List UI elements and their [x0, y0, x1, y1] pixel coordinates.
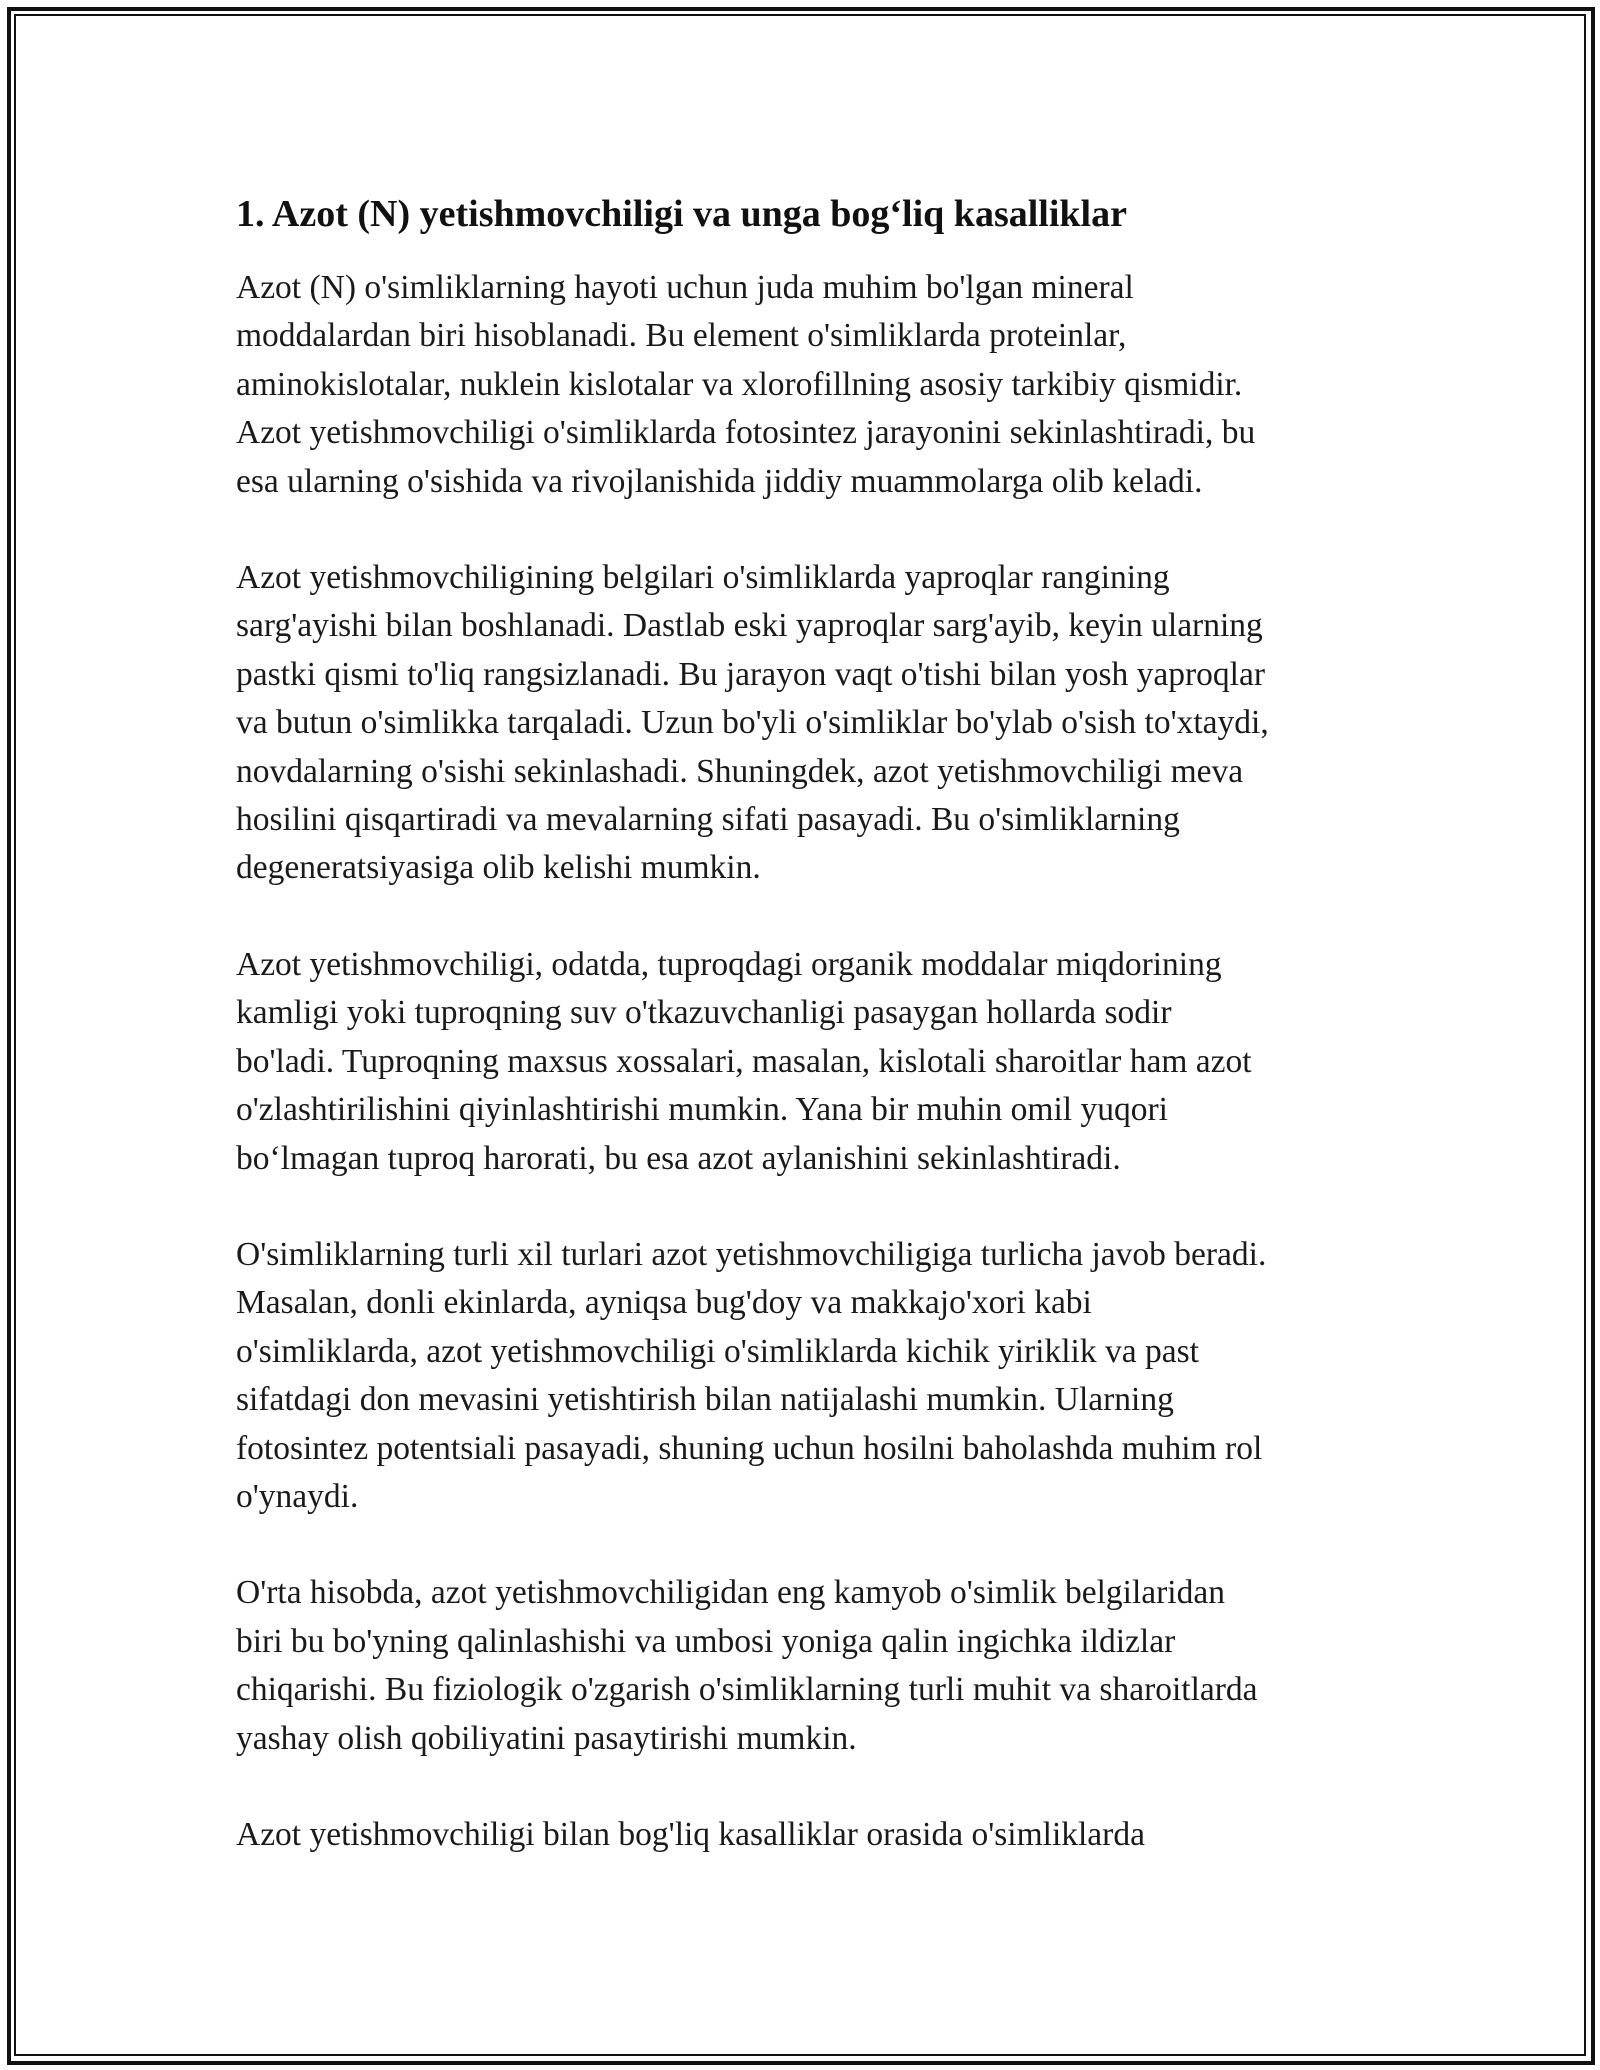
- text-line: sifatdagi don mevasini yetishtirish bilan natijalashi mumkin. Ularning: [236, 1381, 1174, 1419]
- text-line: kamligi yoki tuproqning suv o'tkazuvchanligi pasaygan hollarda sodir: [236, 994, 1172, 1032]
- paragraph-2: [236, 554, 1376, 893]
- text-line: va butun o'simlikka tarqaladi. Uzun bo'yli o'simliklar bo'ylab o'sish to'xtaydi,: [236, 704, 1269, 742]
- paragraph-5: [236, 1569, 1376, 1763]
- document-body: [236, 184, 1376, 1907]
- paragraph-4: [236, 1231, 1376, 1521]
- text-line: Azot (N) o'simliklarning hayoti uchun juda muhim bo'lgan mineral: [236, 269, 1134, 306]
- text-line: chiqarishi. Bu fiziologik o'zgarish o'simliklarning turli muhit va sharoitlarda: [236, 1671, 1258, 1709]
- text-line: hosilini qisqartiradi va mevalarning sifati pasayadi. Bu o'simliklarning: [236, 801, 1180, 839]
- text-line: novdalarning o'sishi sekinlashadi. Shuningdek, azot yetishmovchiligi meva: [236, 752, 1244, 790]
- text-line: Azot yetishmovchiligi bilan bog'liq kasalliklar orasida o'simliklarda: [236, 1815, 1145, 1853]
- text-line: degeneratsiyasiga olib kelishi mumkin.: [236, 849, 761, 887]
- text-line: o'zlashtirilishini qiyinlashtirishi mumkin. Yana bir muhin omil yuqori: [236, 1091, 1168, 1129]
- text-line: o'simliklarda, azot yetishmovchiligi o'simliklarda kichik yiriklik va past: [236, 1332, 1199, 1370]
- paragraph-1: [236, 264, 1376, 506]
- text-line: esa ularning o'sishida va rivojlanishida jiddiy muammolarga olib keladi.: [236, 462, 1203, 500]
- text-line: Masalan, donli ekinlarda, ayniqsa bug'doy va makkajo'xori kabi: [236, 1284, 1092, 1322]
- text-line: sarg'ayishi bilan boshlanadi. Dastlab eski yaproqlar sarg'ayib, keyin ularning: [236, 607, 1263, 645]
- text-line: pastki qismi to'liq rangsizlanadi. Bu jarayon vaqt o'tishi bilan yosh yaproqlar: [236, 655, 1265, 693]
- text-line: Azot yetishmovchiligi o'simliklarda fotosintez jarayonini sekinlashtiradi, bu: [236, 414, 1256, 452]
- text-line: bo'ladi. Tuproqning maxsus xossalari, masalan, kislotali sharoitlar ham azot: [236, 1042, 1252, 1080]
- text-line: O'simliklarning turli xil turlari azot yetishmovchiligiga turlicha javob beradi.: [236, 1235, 1267, 1273]
- text-line: Azot yetishmovchiligi, odatda, tuproqdagi organik moddalar miqdorining: [236, 945, 1222, 983]
- section-heading: 1. Azot (N) yetishmovchiligi va unga bog‘liq kasalliklar: [236, 193, 1127, 235]
- text-line: fotosintez potentsiali pasayadi, shuning uchun hosilni baholashda muhim rol: [236, 1429, 1263, 1467]
- paragraph-6: [236, 1811, 1376, 1859]
- text-line: O'rta hisobda, azot yetishmovchiligidan eng kamyob o'simlik belgilaridan: [236, 1574, 1225, 1612]
- paragraph-3: [236, 941, 1376, 1183]
- text-line: yashay olish qobiliyatini pasaytirishi mumkin.: [236, 1719, 857, 1757]
- text-line: biri bu bo'yning qalinlashishi va umbosi yoniga qalin ingichka ildizlar: [236, 1622, 1176, 1660]
- text-line: aminokislotalar, nuklein kislotalar va xlorofillning asosiy tarkibiy qismidir.: [236, 365, 1243, 403]
- text-line: o'ynaydi.: [236, 1477, 359, 1515]
- text-line: Azot yetishmovchiligining belgilari o'simliklarda yaproqlar rangining: [236, 559, 1170, 597]
- text-line: bo‘lmagan tuproq harorati, bu esa azot aylanishini sekinlashtiradi.: [236, 1139, 1121, 1177]
- text-line: moddalardan biri hisoblanadi. Bu element o'simliklarda proteinlar,: [236, 317, 1127, 355]
